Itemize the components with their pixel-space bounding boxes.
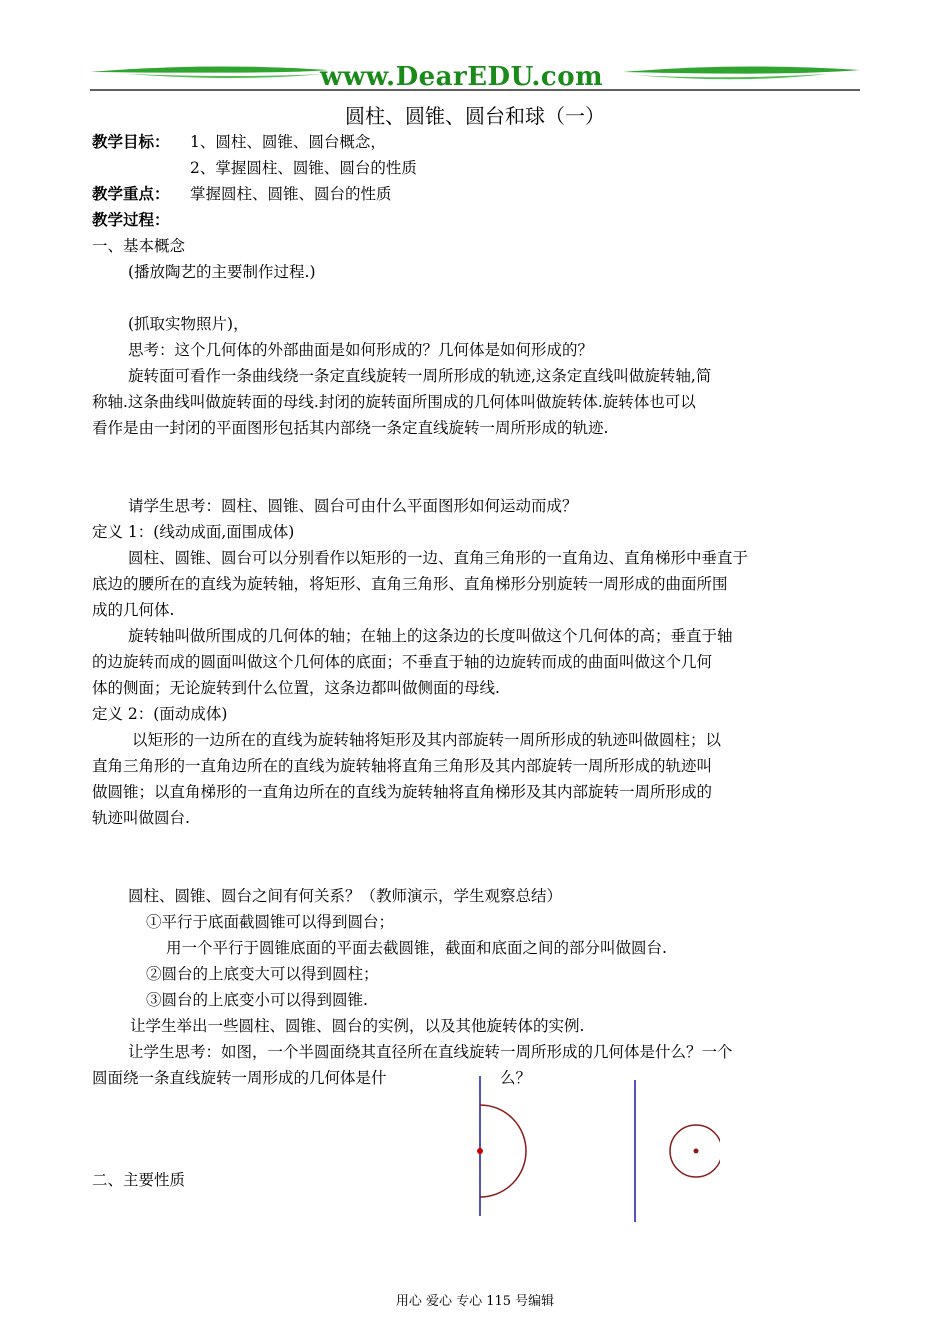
- relation-item-1-detail: 用一个平行于圆锥底面的平面去截圆锥，截面和底面之间的部分叫做圆台.: [166, 939, 667, 957]
- section2-heading: 二、主要性质: [92, 1171, 186, 1189]
- def1-line-1: 圆柱、圆锥、圆台可以分别看作以矩形的一边、直角三角形的一直角边、直角梯形中垂直于: [128, 549, 749, 567]
- keypoint-text: 掌握圆柱、圆锥、圆台的性质: [190, 185, 392, 203]
- think-question: 思考：这个几何体的外部曲面是如何形成的？几何体是如何形成的？: [128, 341, 594, 359]
- photo-note: (抓取实物照片)，: [128, 315, 249, 333]
- def1-label: 定义 1：(线动成面,面围成体): [92, 523, 295, 541]
- axis-line-3: 体的侧面；无论旋转到什么位置，这条边都叫做侧面的母线.: [92, 679, 500, 697]
- rotation-line-1: 旋转面可看作一条曲线绕一条定直线旋转一周所形成的轨迹,这条定直线叫做旋转轴,简: [128, 367, 712, 385]
- page-footer: 用心 爱心 专心 115 号编辑: [395, 1294, 555, 1309]
- def2-line-2: 直角三角形的一直角边所在的直线为旋转轴将直角三角形及其内部旋转一周所形成的轨迹叫: [92, 757, 713, 775]
- relation-item-1: ①平行于底面截圆锥可以得到圆台；: [146, 913, 395, 931]
- play-note: (播放陶艺的主要制作过程.): [128, 263, 316, 281]
- semicircle-arc: [480, 1105, 526, 1197]
- objectives-label: 教学目标：: [92, 132, 170, 151]
- process-label: 教学过程：: [92, 210, 170, 229]
- left-swoosh-lower: [128, 74, 323, 78]
- page-title: 圆柱、圆锥、圆台和球（一）: [345, 104, 605, 128]
- ask-question: 请学生思考：圆柱、圆锥、圆台可由什么平面图形如何运动而成？: [128, 497, 578, 515]
- semicircle-center-dot: [477, 1148, 483, 1154]
- axis-line-2: 的边旋转而成的圆面叫做这个几何体的底面；不垂直于轴的边旋转而成的曲面叫做这个几何: [92, 653, 713, 671]
- rotation-line-3: 看作是由一封闭的平面图形包括其内部绕一条定直线旋转一周所形成的轨迹.: [92, 419, 609, 437]
- right-swoosh: [623, 66, 860, 73]
- relation-question: 圆柱、圆锥、圆台之间有何关系？（教师演示，学生观察总结）: [128, 887, 563, 905]
- objective-item-2: 2、掌握圆柱、圆锥、圆台的性质: [190, 159, 417, 177]
- def2-line-4: 轨迹叫做圆台.: [92, 809, 190, 827]
- section1-heading: 一、基本概念: [92, 237, 186, 255]
- axis-line-1: 旋转轴叫做所围成的几何体的轴；在轴上的这条边的长度叫做这个几何体的高；垂直于轴: [128, 627, 733, 645]
- def2-line-1: 以矩形的一边所在的直线为旋转轴将矩形及其内部旋转一周所形成的轨迹叫做圆柱；以: [132, 731, 722, 749]
- def1-line-2: 底边的腰所在的直线为旋转轴，将矩形、直角三角形、直角梯形分别旋转一周形成的曲面所围: [92, 575, 728, 593]
- right-swoosh-lower: [633, 74, 828, 79]
- rotation-figure: [460, 1072, 720, 1227]
- figure-question-line-2b: 么？: [500, 1069, 532, 1087]
- rotation-line-2: 称轴.这条曲线叫做旋转面的母线.封闭的旋转面所围成的几何体叫做旋转体.旋转体也可以: [92, 393, 696, 411]
- objective-item-1: 1、圆柱、圆锥、圆台概念，: [190, 133, 386, 151]
- circle-center-dot: [694, 1149, 699, 1154]
- left-swoosh: [90, 66, 328, 72]
- figure-question-line-1: 让学生思考：如图，一个半圆面绕其直径所在直线旋转一周所形成的几何体是什么？一个: [128, 1043, 733, 1061]
- relation-item-2: ②圆台的上底变大可以得到圆柱；: [146, 965, 379, 983]
- keypoint-label: 教学重点：: [92, 184, 170, 203]
- def2-label: 定义 2：(面动成体): [92, 705, 228, 723]
- def1-line-3: 成的几何体.: [92, 601, 175, 619]
- site-logo: www.DearEDU.com: [320, 62, 604, 92]
- figure-question-line-2a: 圆面绕一条直线旋转一周形成的几何体是什: [92, 1069, 387, 1087]
- examples-line: 让学生举出一些圆柱、圆锥、圆台的实例，以及其他旋转体的实例.: [130, 1017, 585, 1035]
- relation-item-3: ③圆台的上底变小可以得到圆锥.: [146, 991, 368, 1009]
- def2-line-3: 做圆锥；以直角梯形的一直角边所在的直线为旋转轴将直角梯形及其内部旋转一周所形成的: [92, 783, 713, 801]
